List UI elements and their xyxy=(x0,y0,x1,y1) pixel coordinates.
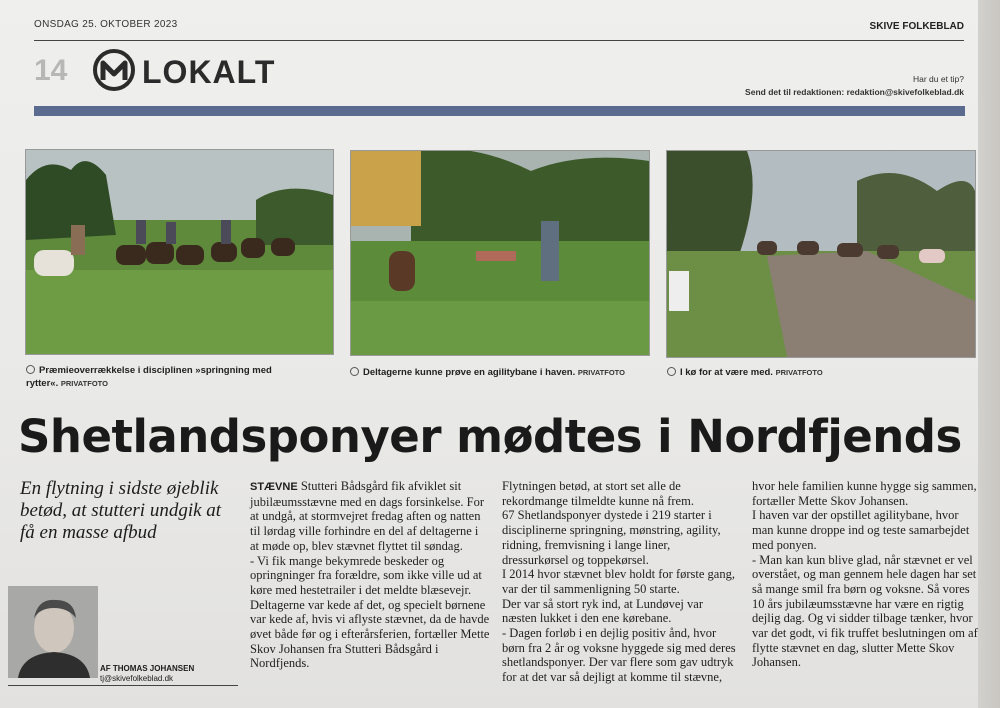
author-photo xyxy=(8,586,98,678)
paragraph: - Dagen forløb i en dejlig positiv ånd, hvor børn fra 2 år og voksne hyggede sig med deres shetlandsponyer. Der var flere som gav udtryk for at det var så dejligt at komme til stævne, xyxy=(502,626,736,685)
page-topbar xyxy=(34,19,964,41)
paragraph: Stutteri Bådsgård fik afviklet sit jubilæumsstævne med en dags forsinkelse. For at undgå, at stormvejret fredag aften og natten til lørdag ville forhindre en del af deltagerne i at møde op, blev stævnet flyttet til søndag. xyxy=(250,479,485,553)
caption-bullet-icon xyxy=(350,367,359,376)
photo-credit: PRIVATFOTO xyxy=(60,379,108,388)
paragraph: I haven var der opstillet agilitybane, hvor man kunne droppe ind og teste samarbejdet med ponyen. xyxy=(752,508,970,552)
photo-agility-course xyxy=(350,150,650,356)
section-accent-bar xyxy=(34,106,965,116)
section-header xyxy=(34,48,334,94)
photo-credit: PRIVATFOTO xyxy=(577,368,625,377)
paragraph: 67 Shetlandsponyer dystede i 219 starter i disciplinerne springning, mønstring, agility, ridning, fremvisning i lange liner, dressurkørsel og toppekørsel. xyxy=(502,508,721,567)
paragraph: Der var så stort ryk ind, at Lundøvej var næsten lukket i den ene kørebane. xyxy=(502,596,703,626)
byline: AF THOMAS JOHANSEN xyxy=(100,664,195,673)
paragraph: - Vi fik mange bekymrede beskeder og opringninger fra forældre, som ikke ville ud at køre med hestetrailer i det meldte blæsevejr. Deltagerne var kede af det, og specielt børnene var kede af, hvis vi aflyste stævnet, da de havde øvet både før og i efterårsferien, fortæller Mette Skov Johansen fra Stutteri Bådsgård i Nordfjends. xyxy=(250,553,490,671)
page-edge xyxy=(978,0,1000,708)
article-deck: En flytning i sidste øjeblik betød, at stutteri undgik at få en masse afbud xyxy=(20,478,222,543)
paragraph: hvor hele familien kunne hygge sig sammen, fortæller Mette Skov Johansen. xyxy=(752,479,977,508)
caption-text: Deltagerne kunne prøve en agilitybane i haven. xyxy=(363,367,576,378)
article-column-3 xyxy=(752,479,981,670)
photo-queue xyxy=(666,150,976,358)
photo-credit: PRIVATFOTO xyxy=(775,368,823,377)
byline-rule xyxy=(8,685,238,686)
top-rule xyxy=(34,40,964,41)
news-tip-box xyxy=(745,73,964,99)
newspaper-name: SKIVE FOLKEBLAD xyxy=(869,21,964,32)
photo-caption-2 xyxy=(350,366,650,379)
issue-date: ONSDAG 25. OKTOBER 2023 xyxy=(34,19,178,30)
tip-question: Har du et tip? xyxy=(912,74,964,84)
article-headline: Shetlandsponyer mødtes i Nordfjends xyxy=(18,410,962,463)
caption-bullet-icon xyxy=(26,365,35,374)
page-number: 14 xyxy=(34,54,68,87)
paragraph: - Man kan kun blive glad, når stævnet er vel overstået, og man gennem hele dagen har set så mange smil fra børn og voksne. Så vores 10 års jubilæumsstævne har være en rigtig dejlig dag. Og vi sidder tilbage tænker, hvor var det godt, vi fik truffet beslutningen om af flytte stævnet en dag, slutter Mette Skov Johansen. xyxy=(752,552,978,670)
paragraph: Flytningen betød, at stort set alle de rekordmange tilmeldte kunne nå frem. xyxy=(502,479,694,508)
article-column-2 xyxy=(502,479,739,685)
caption-bullet-icon xyxy=(667,367,676,376)
m-logo-icon xyxy=(92,48,136,92)
paragraph: I 2014 hvor stævnet blev holdt for første gang, var der til sammenligning 50 starte. xyxy=(502,567,735,596)
section-title: LOKALT xyxy=(142,54,276,90)
caption-text: Præmieoverrækkelse i disciplinen »springning med rytter«. xyxy=(26,365,272,389)
article-kicker: STÆVNE xyxy=(250,481,298,493)
author-email[interactable]: tj@skivefolkeblad.dk xyxy=(100,674,174,683)
caption-text: I kø for at være med. xyxy=(680,367,773,378)
article-column-1 xyxy=(250,479,490,671)
photo-caption-3 xyxy=(667,366,967,379)
photo-caption-1 xyxy=(26,364,296,390)
photo-prize-ceremony xyxy=(25,149,334,355)
tip-text: Send det til redaktionen: redaktion@skivefolkeblad.dk xyxy=(745,87,964,97)
